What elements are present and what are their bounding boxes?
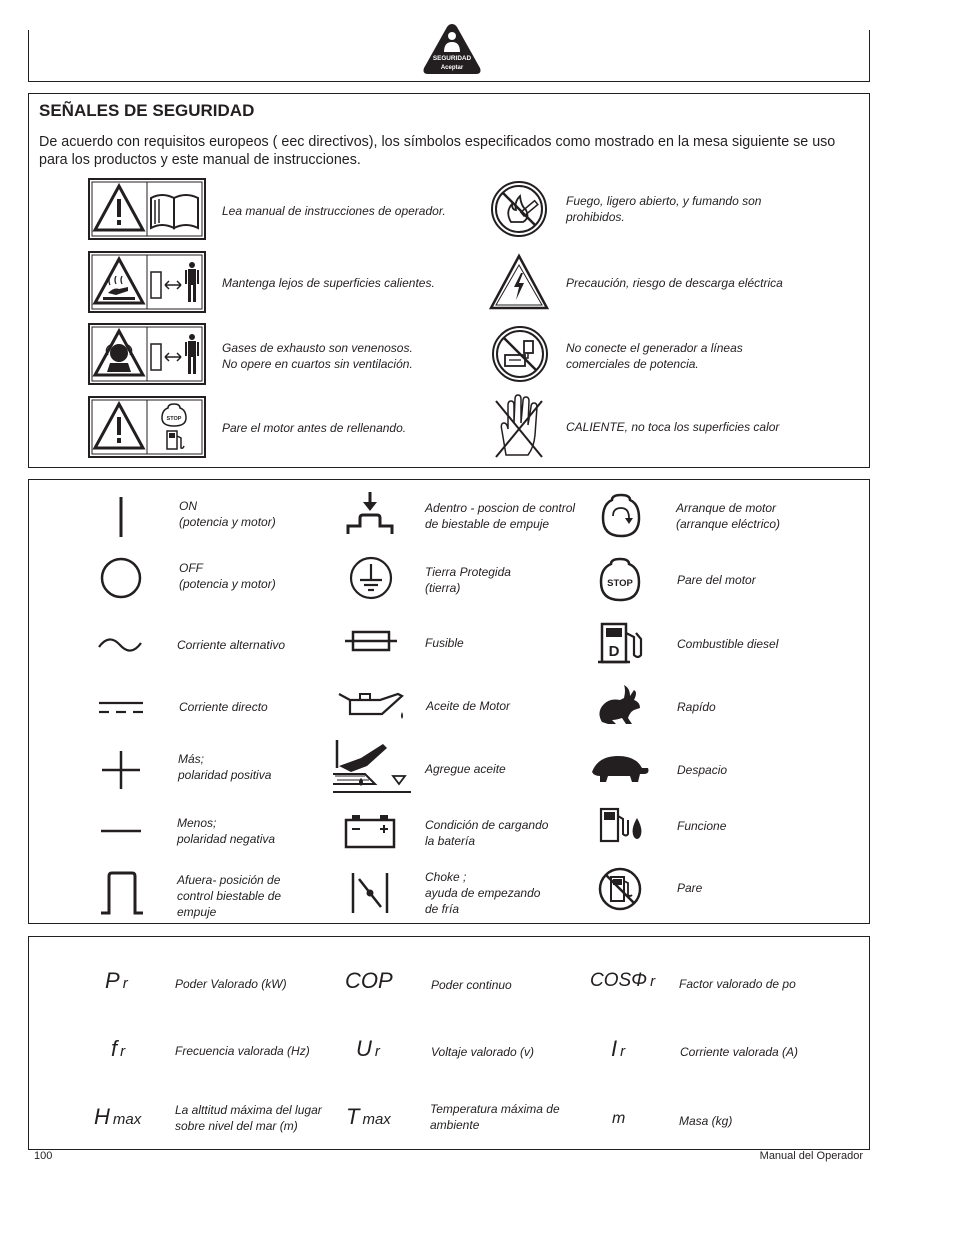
symbol-text: Aceite de Motor: [426, 699, 511, 713]
push-out-icon: [99, 870, 145, 916]
warning-text: Precaución, riesgo de descarga eléctrica: [566, 276, 783, 290]
badge-line2: Aceptar: [440, 65, 464, 71]
safety-triangle-icon: [421, 22, 483, 76]
symbol-text: Funcione: [677, 819, 727, 833]
rating-symbol: I r: [611, 1036, 626, 1061]
fuel-on-icon: [598, 806, 646, 844]
minus-icon: [99, 826, 143, 836]
warning-text: Gases de exhausto son venenosos. No opere en cuartos sin ventilación.: [222, 341, 413, 371]
fuel-off-icon: [597, 866, 643, 912]
push-in-icon: [345, 490, 395, 538]
rabbit-icon: [594, 682, 644, 728]
stop-text: STOP: [607, 578, 633, 589]
rating-symbol: COSΦ r: [590, 970, 656, 991]
engine-stop-icon: [598, 556, 642, 604]
symbol-text: Choke ; ayuda de empezando de fría: [425, 870, 541, 916]
rating-symbol: H max: [94, 1104, 142, 1129]
symbol-text: Fusible: [425, 636, 464, 650]
symbol-text: Adentro - poscion de control de biestable de empuje: [425, 501, 576, 531]
symbol-text: Despacio: [677, 763, 728, 777]
warning-text: CALIENTE, no toca los superficies calor: [566, 420, 780, 434]
rating-text: Temperatura máxima de ambiente: [430, 1102, 560, 1132]
hot-no-touch-icon: [490, 393, 548, 461]
rating-symbol: T max: [346, 1104, 391, 1129]
rating-text: La alttitud máxima del lugar sobre nivel del mar (m): [175, 1103, 322, 1133]
symbol-text: Corriente directo: [179, 700, 268, 714]
page-number: 100: [34, 1150, 53, 1162]
stop-text: STOP: [166, 416, 182, 422]
ac-icon: [96, 634, 144, 656]
exhaust-gas-icon: [88, 323, 206, 385]
safety-badge: [421, 22, 483, 76]
hot-surface-icon: [88, 251, 206, 313]
fuel-letter: D: [608, 643, 620, 660]
symbol-text: Pare: [677, 881, 703, 895]
fuse-icon: [343, 628, 399, 654]
warning-text: Fuego, ligero abierto, y fumando son prohibidos.: [566, 194, 762, 224]
add-oil-icon: [331, 738, 413, 796]
ground-icon: [348, 555, 394, 601]
warning-text: Pare el motor antes de rellenando.: [222, 421, 407, 435]
no-grid-connection-icon: [491, 325, 549, 383]
dc-icon: [97, 698, 145, 718]
stop-refuel-icon: [88, 396, 206, 458]
rating-text: Frecuencia valorada (Hz): [175, 1044, 310, 1058]
warning-text: No conecte el generador a líneas comerciales de potencia.: [566, 341, 743, 371]
on-icon: [110, 494, 132, 540]
symbol-text: Pare del motor: [677, 573, 756, 587]
electric-shock-icon: [488, 253, 550, 311]
plus-icon: [100, 749, 142, 791]
oil-can-icon: [336, 688, 408, 722]
symbol-text: OFF (potencia y motor): [179, 561, 276, 591]
choke-icon: [349, 870, 391, 916]
rating-text: Poder continuo: [431, 978, 512, 992]
rating-symbol: m: [612, 1110, 626, 1127]
no-fire-icon: [490, 180, 548, 238]
warning-text: Mantenga lejos de superficies calientes.: [222, 276, 435, 290]
symbol-text: Más; polaridad positiva: [178, 752, 272, 782]
rating-symbol: P r: [105, 968, 128, 993]
symbol-text: Rapído: [677, 700, 716, 714]
off-icon: [99, 556, 143, 600]
symbol-text: Tierra Protegida (tierra): [425, 565, 511, 595]
symbol-text: Menos; polaridad negativa: [177, 816, 276, 846]
rating-symbol: f r: [111, 1036, 126, 1061]
symbol-text: Arranque de motor (arranque eléctrico): [676, 501, 781, 531]
battery-icon: [343, 812, 397, 850]
rating-text: Factor valorado de po: [679, 977, 796, 991]
rating-symbol: COP: [345, 968, 393, 993]
section-title: SEÑALES DE SEGURIDAD: [39, 101, 255, 120]
badge-line1: SEGURIDAD: [432, 55, 472, 62]
symbol-text: Agregue aceite: [425, 762, 506, 776]
document-title: Manual del Operador: [759, 1150, 863, 1162]
symbol-text: Condición de cargando la batería: [425, 818, 549, 848]
symbol-text: Combustible diesel: [677, 637, 779, 651]
rating-text: Voltaje valorado (v): [431, 1045, 534, 1059]
rating-text: Corriente valorada (A): [680, 1045, 799, 1059]
engine-start-icon: [600, 492, 642, 540]
rating-text: Masa (kg): [679, 1114, 733, 1128]
symbol-text: ON (potencia y motor): [179, 499, 276, 529]
turtle-icon: [588, 752, 650, 786]
section-intro: De acuerdo con requisitos europeos ( eec directivos), los símbolos especificados como mostrado en la mesa siguiente se uso para los productos y este manual de instrucciones.: [39, 134, 836, 168]
diesel-icon: [596, 621, 646, 665]
rating-symbol: U r: [356, 1036, 380, 1061]
rating-text: Poder Valorado (kW): [175, 977, 287, 991]
warning-text: Lea manual de instrucciones de operador.: [222, 204, 446, 218]
symbol-text: Afuera- posición de control biestable de empuje: [177, 873, 282, 919]
read-manual-icon: [88, 178, 206, 240]
symbol-text: Corriente alternativo: [177, 638, 286, 652]
